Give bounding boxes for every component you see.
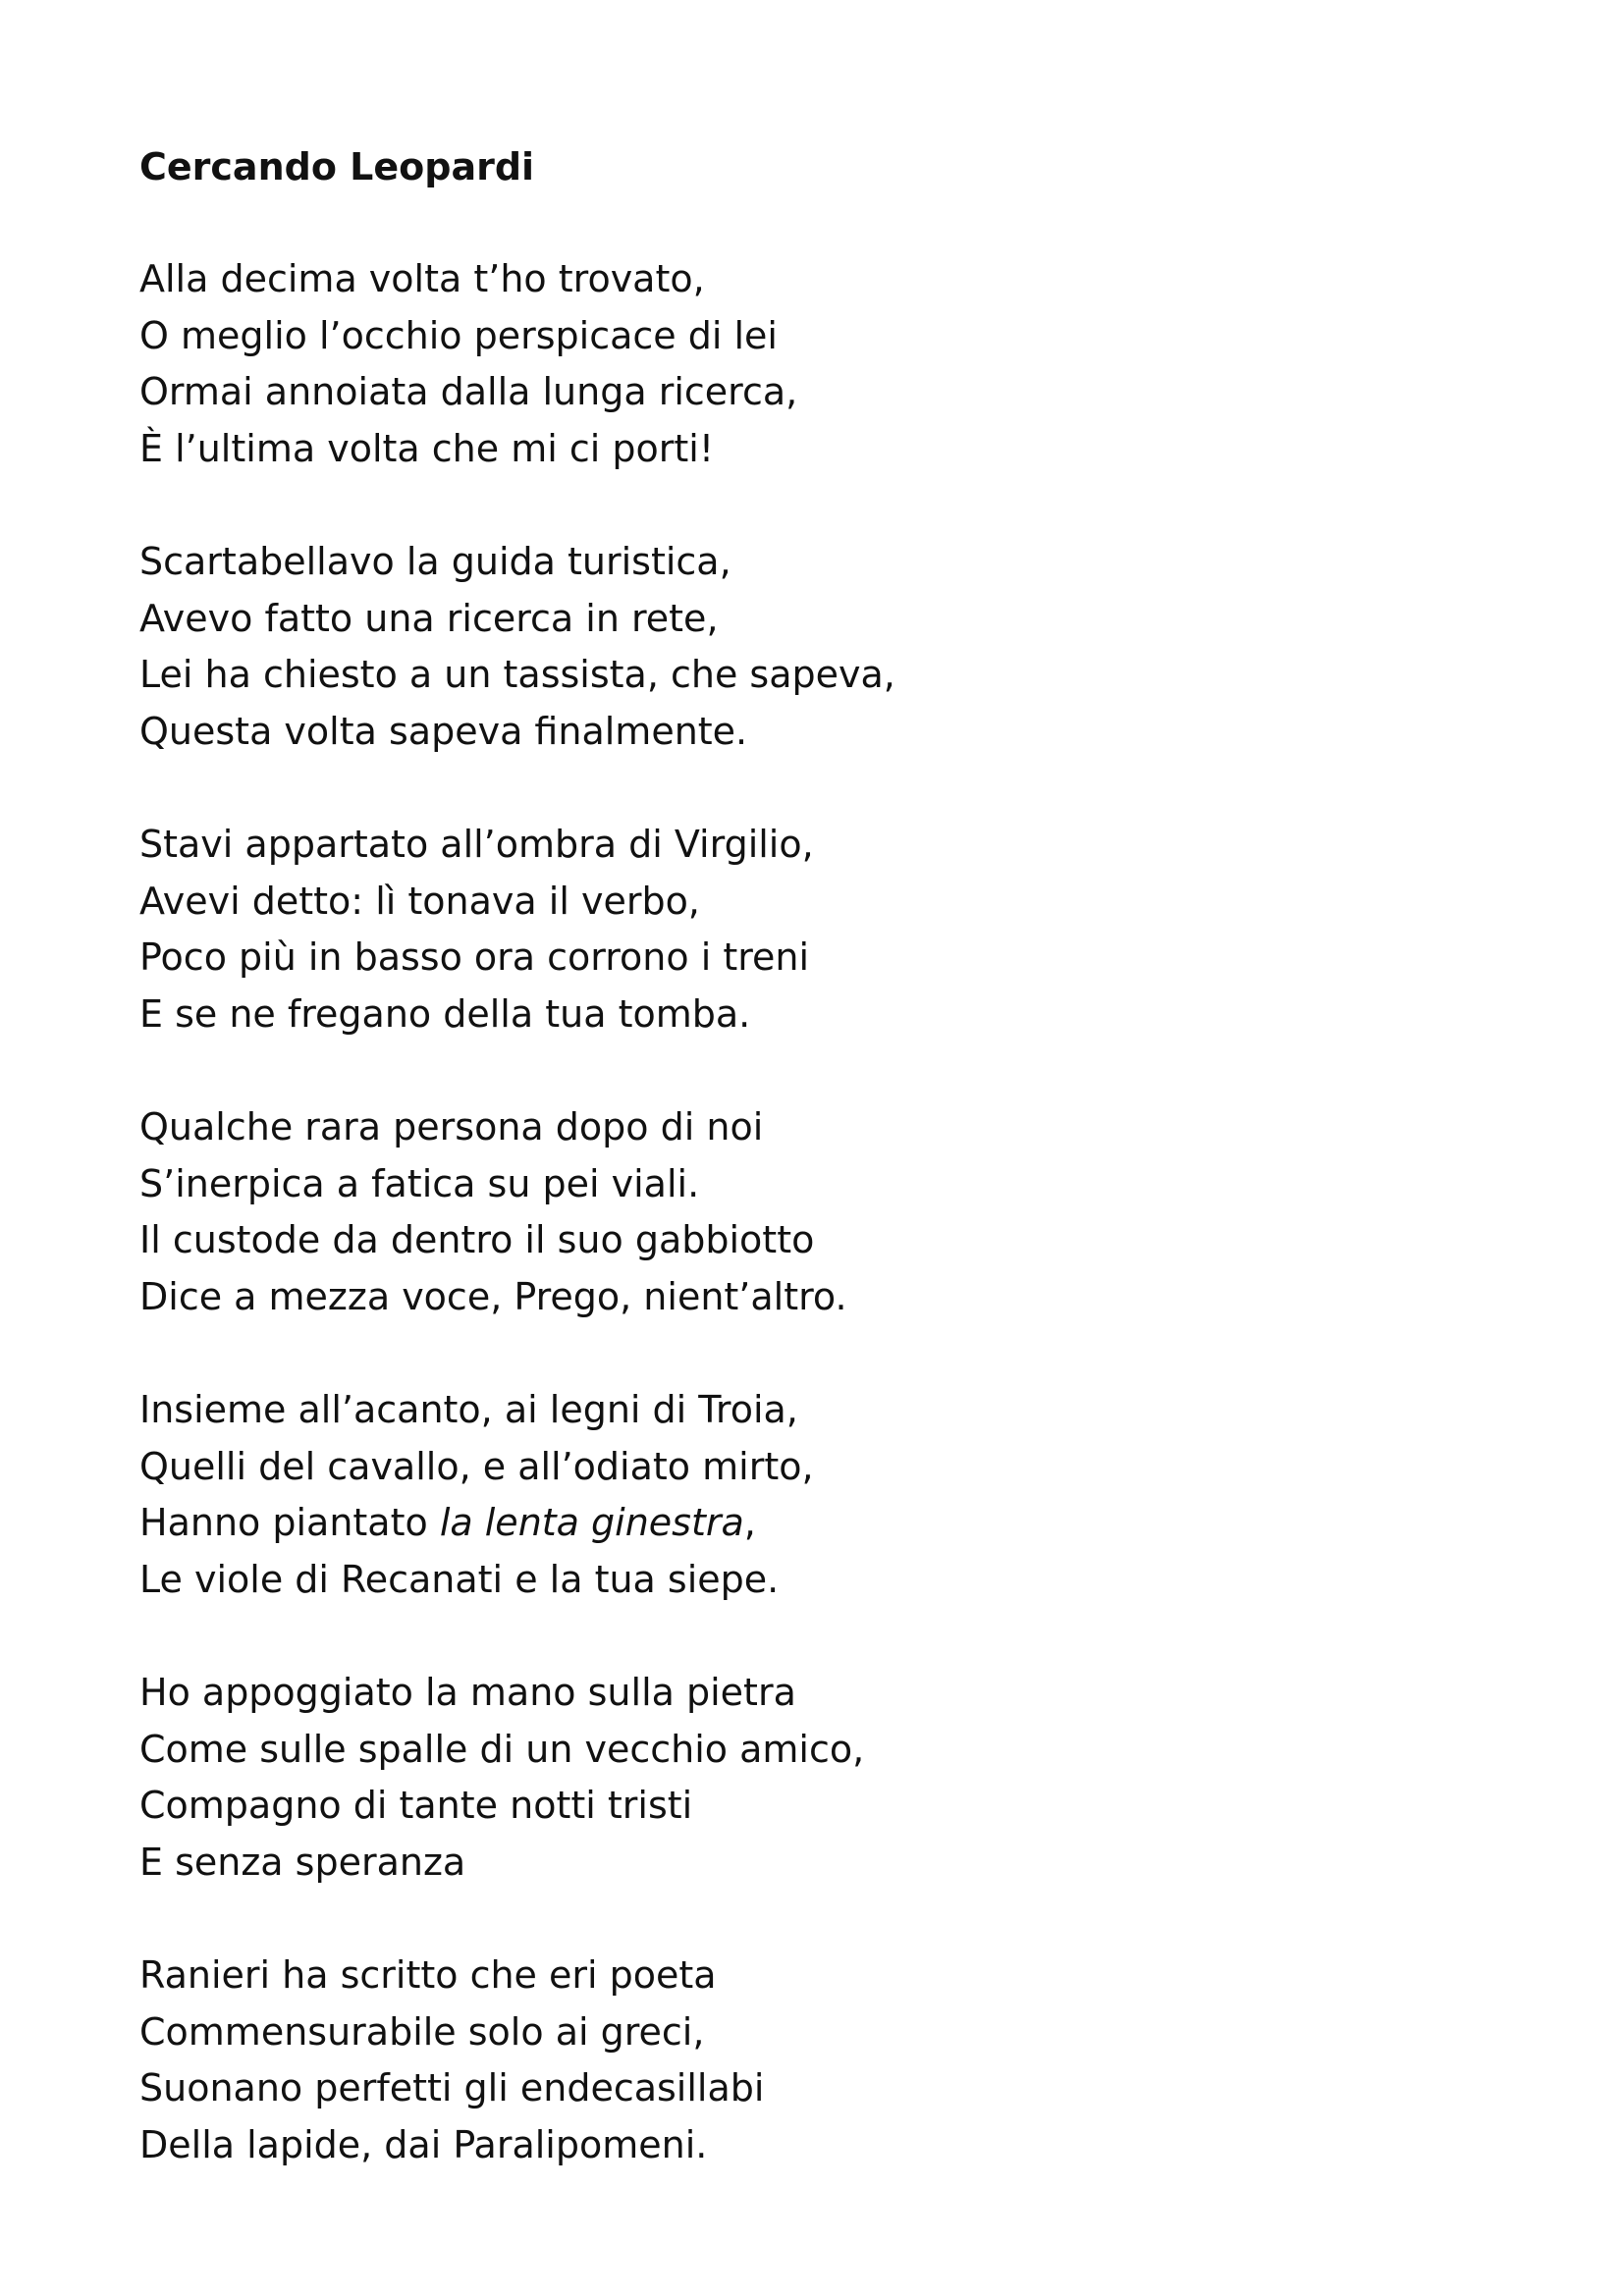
poem-line: Stavi appartato all’ombra di Virgilio,	[139, 823, 814, 866]
poem-line: S’inerpica a fatica su pei viali.	[139, 1161, 700, 1205]
stanza-4	[139, 1099, 847, 1325]
stanza-1	[139, 251, 797, 477]
poem-line: Della lapide, dai Paralipomeni.	[139, 2122, 708, 2166]
line-text-before: Hanno piantato	[139, 1501, 440, 1544]
poem-line: Dice a mezza voce, Prego, nient’altro.	[139, 1274, 847, 1318]
poem-line: Il custode da dentro il suo gabbiotto	[139, 1218, 815, 1261]
poem-line: Poco più in basso ora corrono i treni	[139, 935, 810, 979]
poem-line: Scartabellavo la guida turistica,	[139, 540, 731, 583]
poem-line: Insieme all’acanto, ai legni di Troia,	[139, 1388, 798, 1431]
poem-line: Quelli del cavallo, e all’odiato mirto,	[139, 1444, 814, 1488]
stanza-7	[139, 1948, 764, 2173]
poem-line: Avevo fatto una ricerca in rete,	[139, 596, 719, 640]
poem-line: Qualche rara persona dopo di noi	[139, 1105, 764, 1148]
poem-line: Compagno di tante notti tristi	[139, 1784, 693, 1827]
poem-line: O meglio l’occhio perspicace di lei	[139, 313, 778, 357]
poem-line: Ho appoggiato la mano sulla pietra	[139, 1671, 796, 1714]
poem-line: E se ne fregano della tua tomba.	[139, 991, 751, 1036]
poem-line: Ranieri ha scritto che eri poeta	[139, 1953, 717, 1997]
poem-line: E senza speranza	[139, 1840, 466, 1884]
poem-line-with-italic	[139, 1495, 814, 1552]
stanza-3	[139, 817, 814, 1042]
poem-line: Commensurabile solo ai greci,	[139, 2009, 705, 2054]
poem-line: È l’ultima volta che mi ci porti!	[139, 426, 715, 470]
poem-line: Suonano perfetti gli endecasillabi	[139, 2066, 765, 2109]
poem-line: Ormai annoiata dalla lunga ricerca,	[139, 370, 798, 413]
line-text-after: ,	[743, 1501, 756, 1544]
poem-line: Alla decima volta t’ho trovato,	[139, 257, 705, 300]
italic-quotation: la lenta ginestra	[439, 1501, 744, 1544]
poem-line: Lei ha chiesto a un tassista, che sapeva,	[139, 653, 895, 696]
poem-line: Come sulle spalle di un vecchio amico,	[139, 1727, 865, 1771]
stanza-6	[139, 1665, 864, 1891]
poem-title: Cercando Leopardi	[139, 145, 535, 188]
poem-line: Questa volta sapeva finalmente.	[139, 709, 748, 753]
poem-line: Avevi detto: lì tonava il verbo,	[139, 879, 700, 923]
poem-line: Le viole di Recanati e la tua siepe.	[139, 1557, 780, 1601]
stanza-5	[139, 1382, 814, 1608]
stanza-2	[139, 534, 895, 760]
